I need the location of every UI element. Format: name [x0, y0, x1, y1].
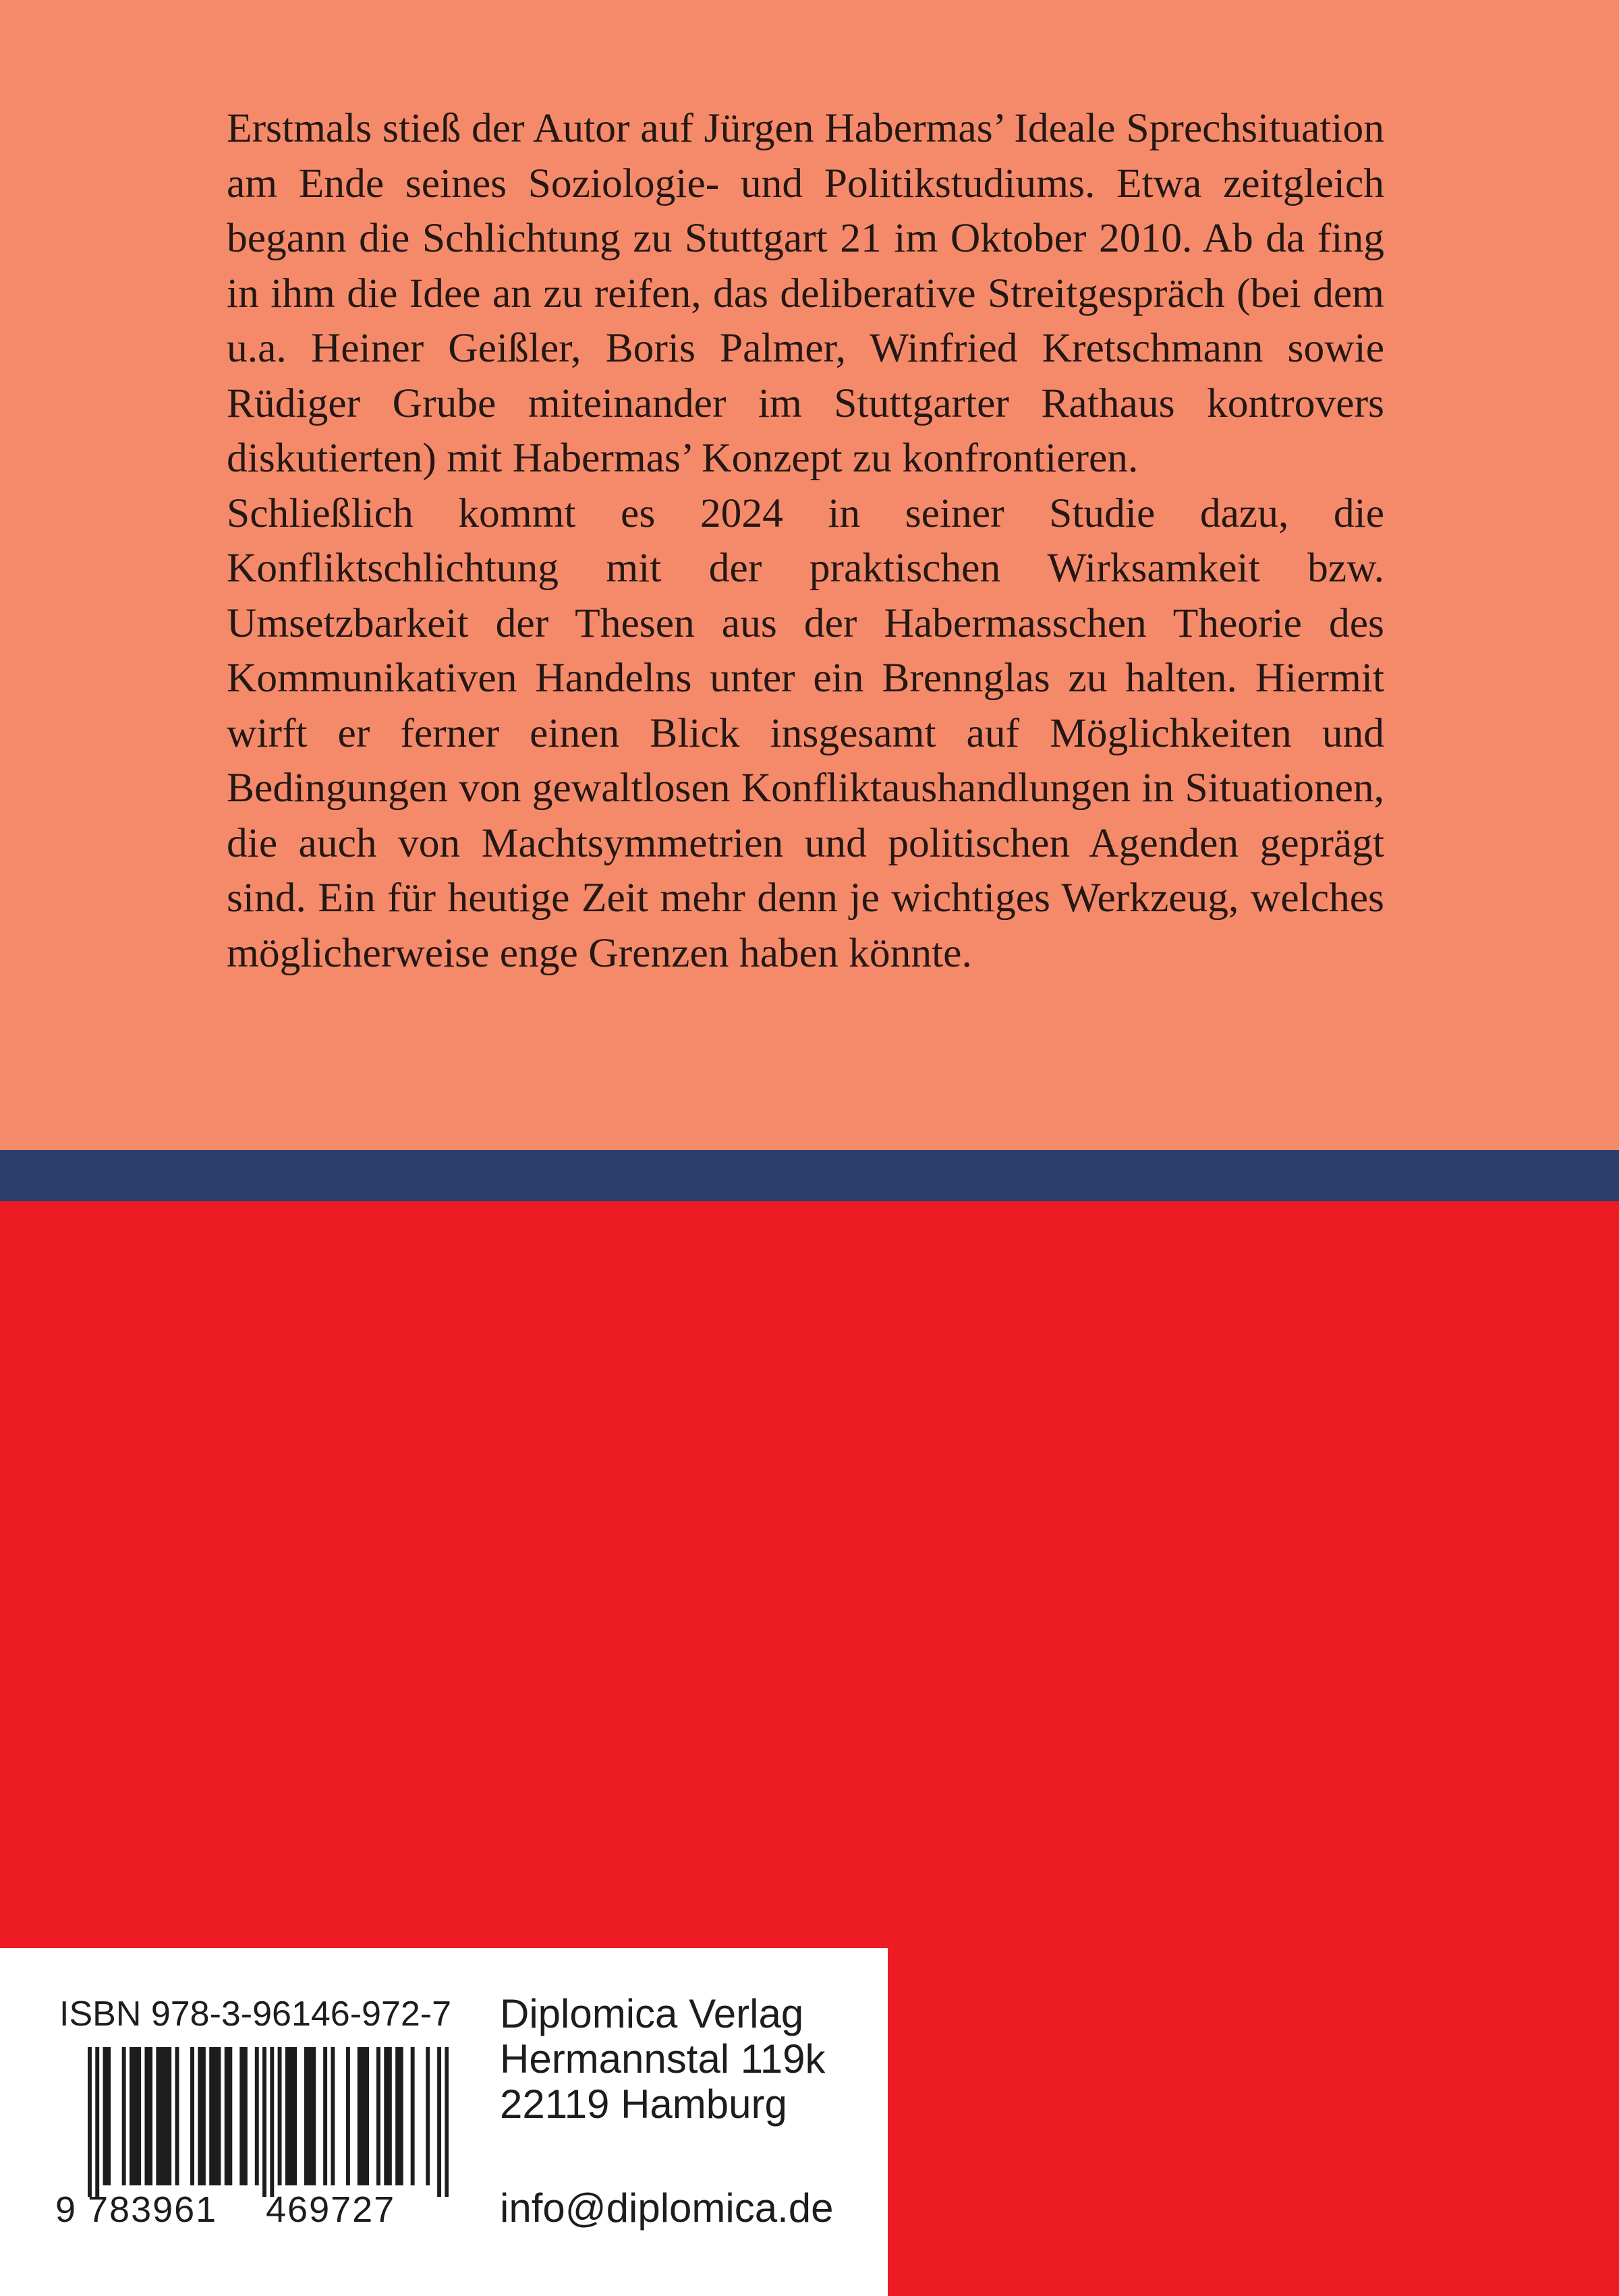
- barcode-bar: [244, 2047, 248, 2185]
- barcode-bar: [225, 2047, 229, 2185]
- barcode-bar: [88, 2047, 92, 2197]
- barcode-bar: [445, 2047, 449, 2197]
- barcode-bar: [399, 2047, 403, 2185]
- barcode-digit-group-2: 469727: [266, 2189, 396, 2230]
- isbn-number: ISBN 978-3-96146-972-7: [59, 1994, 452, 2034]
- barcode-bar: [148, 2047, 152, 2185]
- barcode-bar: [228, 2047, 232, 2185]
- barcode-bar: [426, 2047, 430, 2185]
- barcode-bar: [358, 2047, 362, 2185]
- barcode-bars: [88, 2047, 449, 2197]
- barcode-bar: [198, 2047, 202, 2185]
- barcode-bar: [285, 2047, 289, 2185]
- barcode-bar: [209, 2047, 213, 2185]
- publisher-email: info@diplomica.de: [500, 2185, 834, 2231]
- barcode-bar: [137, 2047, 141, 2185]
- barcode-bar: [134, 2047, 138, 2185]
- barcode-bar: [164, 2047, 168, 2185]
- publisher-name: Diplomica Verlag: [500, 1991, 804, 2036]
- barcode-bar: [376, 2047, 380, 2185]
- barcode-bar: [239, 2047, 244, 2185]
- barcode-bar: [144, 2047, 148, 2185]
- blurb-paragraph-1: Erstmals stieß der Autor auf Jürgen Habermas’ Ideale Sprechsituation am Ende seines Soziologie- und Politikstudiums. Etwa zeitgleich begann die Schlichtung zu Stuttgart 21 im Oktober 2010. Ab da fing in ihm die Idee an zu reifen, das deliberative Streitgespräch (bei dem u.a. Heiner Geißler, Boris Palmer, Winfried Kretschmann sowie Rüdiger Grube miteinander im Stuttgarter Rathaus kontrovers diskutierten) mit Habermas’ Konzept zu konfrontieren.: [227, 105, 1384, 481]
- blue-divider-band: [0, 1150, 1619, 1201]
- barcode-bar: [160, 2047, 164, 2185]
- barcode-bar: [361, 2047, 365, 2185]
- barcode: [88, 2047, 449, 2197]
- barcode-bar: [103, 2047, 107, 2185]
- barcode-bar: [323, 2047, 327, 2185]
- barcode-bar: [308, 2047, 312, 2185]
- barcode-bar: [95, 2047, 99, 2197]
- barcode-bar: [293, 2047, 297, 2185]
- barcode-bar: [262, 2047, 266, 2197]
- barcode-bar: [217, 2047, 221, 2185]
- barcode-bar: [304, 2047, 308, 2185]
- back-cover-blurb: [227, 101, 1384, 981]
- barcode-bar: [331, 2047, 335, 2185]
- barcode-bar: [289, 2047, 293, 2185]
- barcode-bar: [365, 2047, 369, 2185]
- barcode-bar: [312, 2047, 316, 2185]
- barcode-bar: [122, 2047, 126, 2185]
- barcode-bar: [213, 2047, 217, 2185]
- publisher-address: [500, 1991, 825, 2127]
- barcode-bar: [167, 2047, 171, 2185]
- barcode-bar: [395, 2047, 399, 2185]
- barcode-bar: [384, 2047, 388, 2185]
- barcode-digit-group-1: 783961: [88, 2189, 218, 2230]
- barcode-bar: [346, 2047, 350, 2185]
- barcode-bar: [156, 2047, 160, 2185]
- barcode-bar: [411, 2047, 415, 2185]
- barcode-bar: [270, 2047, 274, 2197]
- blurb-paragraph-2: Schließlich kommt es 2024 in seiner Studie dazu, die Konfliktschlichtung mit der praktischen Wirksamkeit bzw. Umsetzbarkeit der Thesen aus der Habermasschen Theorie des Kommunikativen Handelns unter ein Brennglas zu halten. Hiermit wirft er ferner einen Blick insgesamt auf Möglichkeiten und Bedingungen von gewaltlosen Konfliktaushandlungen in Situationen, die auch von Machtsymmetrien und politischen Agenden geprägt sind. Ein für heutige Zeit mehr denn je wichtiges Werkzeug, welches möglicherweise enge Grenzen haben könnte.: [227, 490, 1384, 976]
- barcode-bar: [130, 2047, 134, 2185]
- barcode-digits: [55, 2190, 449, 2229]
- barcode-bar: [190, 2047, 194, 2185]
- barcode-bar: [437, 2047, 441, 2197]
- publisher-street: Hermannstal 119k: [500, 2036, 826, 2082]
- barcode-bar: [388, 2047, 392, 2185]
- barcode-bar: [175, 2047, 179, 2185]
- barcode-bar: [107, 2047, 111, 2185]
- barcode-bar: [202, 2047, 206, 2185]
- publisher-city: 22119 Hamburg: [500, 2082, 787, 2127]
- barcode-digit-lead: 9: [55, 2189, 76, 2230]
- barcode-bar: [278, 2047, 282, 2185]
- barcode-bar: [255, 2047, 259, 2185]
